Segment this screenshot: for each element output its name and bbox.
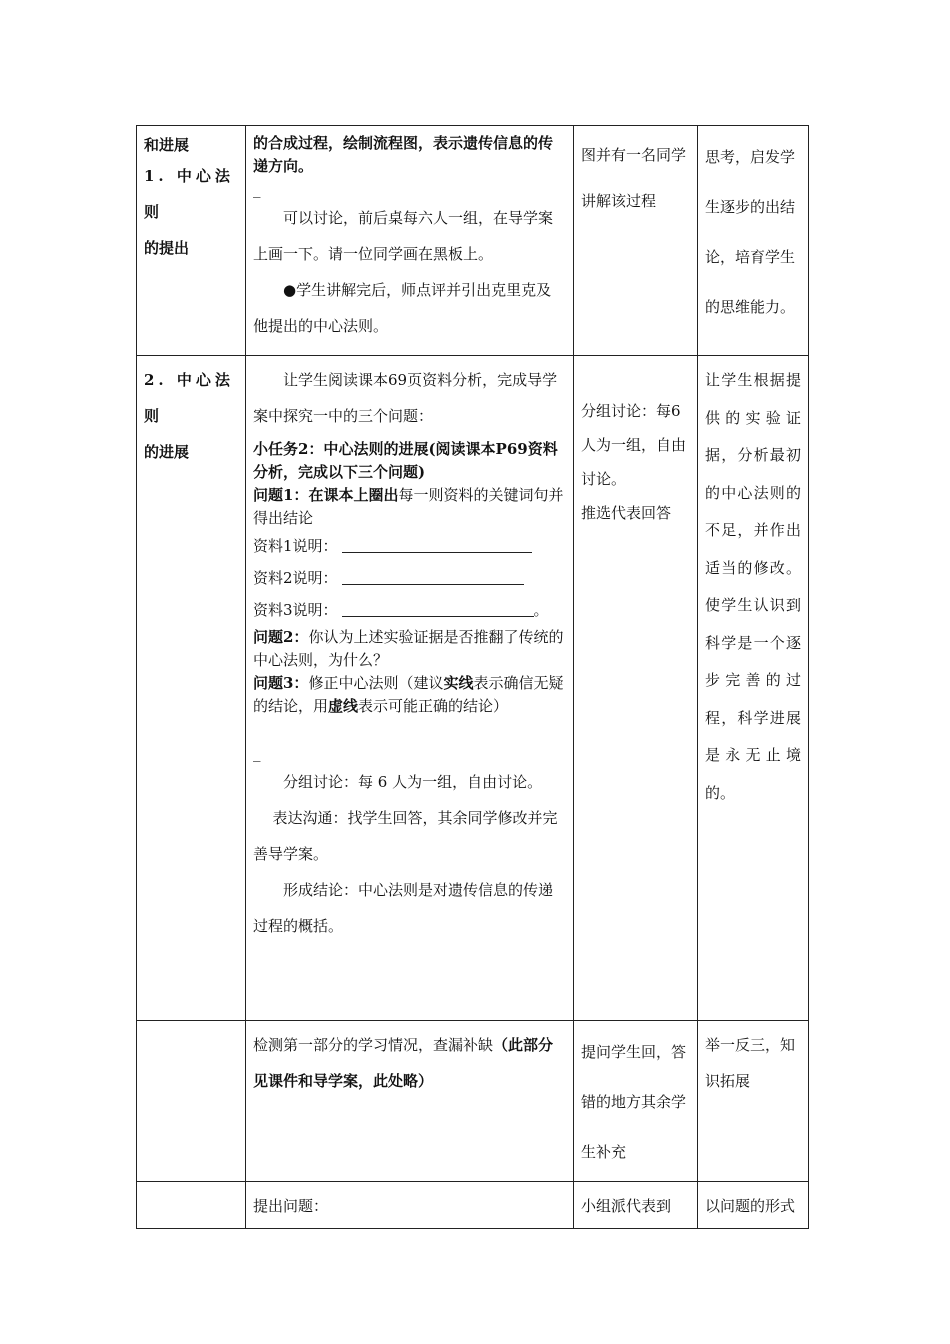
question-text: 你认为上述实验证据是否推翻了传统的中心法则，为什么？: [253, 628, 564, 669]
activity-cell: [246, 1182, 574, 1229]
activity-cell: [246, 1021, 574, 1182]
period-mark: 。: [533, 601, 549, 619]
table-row: [137, 1021, 809, 1182]
activity-paragraph: 可以讨论，前后桌每六人一组，在导学案上画一下。请一位同学画在黑板上。: [253, 209, 554, 263]
activity-cell: [246, 126, 574, 356]
question-emphasis: 实线: [443, 674, 474, 692]
activity-paragraph: ●学生讲解完后，师点评并引出克里克及他提出的中心法则。: [253, 281, 552, 335]
purpose-cell: [698, 1182, 809, 1229]
question-emphasis: 虚线: [328, 697, 359, 715]
question-text: 表示可能正确的结论）: [358, 697, 509, 715]
student-activity-text: 提问学生回，答错的地方其余学生补充: [581, 1043, 687, 1161]
question-emphasis: 在课本上圈出: [308, 486, 399, 504]
activity-cell: [246, 356, 574, 1021]
question-1: [253, 484, 566, 530]
material-label: 资料3说明：: [253, 601, 338, 619]
table-row: [137, 1182, 809, 1229]
answer-blank[interactable]: [342, 600, 534, 617]
question-label: 问题2：: [253, 628, 309, 646]
activity-paragraph: 形成结论：中心法则是对遗传信息的传递过程的概括。: [253, 881, 554, 935]
activity-paragraph: 分组讨论：每 6 人为一组，自由讨论。: [283, 773, 543, 791]
table-row: [137, 356, 809, 1021]
student-activity-cell: [574, 1021, 698, 1182]
student-activity-cell: [574, 126, 698, 356]
question-text: 修正中心法则（建议: [308, 674, 444, 692]
activity-text: 检测第一部分的学习情况，查漏补缺: [253, 1036, 494, 1054]
section-cell: [137, 1021, 246, 1182]
section-cell: [137, 1182, 246, 1229]
section-line: 2. 中心法则: [144, 371, 234, 425]
student-activity-text: 推选代表回答: [581, 504, 672, 522]
section-cell: [137, 356, 246, 1021]
material-label: 资料1说明：: [253, 537, 338, 555]
purpose-text: 思考，启发学生逐步的出结论，培育学生的思维能力。: [705, 148, 796, 316]
answer-blank[interactable]: [342, 568, 524, 585]
question-label: 问题3：: [253, 674, 309, 692]
question-label: 问题1：: [253, 486, 309, 504]
purpose-text: 让学生根据提供的实验证据，分析最初的中心法则的不足，并作出适当的修改。使学生认识到科学是一个逐步完善的过程，科学进展是永无止境的。: [705, 371, 801, 802]
student-activity-text: 分组讨论：每6人为一组，自由讨论。: [581, 402, 687, 488]
question-2: [253, 626, 566, 672]
material-line: [253, 530, 566, 562]
table-row: [137, 126, 809, 356]
material-line: [253, 562, 566, 594]
task-heading: 小任务2：中心法则的进展(阅读课本P69资料分析，完成以下三个问题): [253, 440, 558, 481]
section-line: 1. 中心法则: [144, 167, 234, 221]
activity-heading: 的合成过程，绘制流程图，表示遗传信息的传递方向。: [253, 134, 554, 175]
activity-paragraph: [253, 1027, 566, 1099]
section-line: 和进展: [144, 136, 190, 154]
lesson-plan-table: [136, 125, 809, 1229]
section-line: 的进展: [144, 443, 190, 461]
answer-blank[interactable]: [342, 536, 532, 553]
activity-paragraph: 提出问题：: [253, 1197, 329, 1215]
student-activity-text: 图并有一名同学讲解该过程: [581, 146, 687, 210]
material-label: 资料2说明：: [253, 569, 338, 587]
purpose-cell: [698, 126, 809, 356]
material-line: [253, 594, 566, 626]
dash-mark: _: [253, 744, 261, 762]
activity-paragraph: 表达沟通：找学生回答，其余同学修改并完善导学案。: [253, 809, 558, 863]
question-text: 每一则资料的关键词句并得出结论: [253, 486, 564, 527]
activity-note: （此部分见课件和导学案，此处略）: [253, 1036, 554, 1090]
question-text: 表示确信无疑的结论，用: [253, 674, 564, 715]
student-activity-cell: [574, 1182, 698, 1229]
question-3: [253, 672, 566, 718]
purpose-cell: [698, 1021, 809, 1182]
student-activity-cell: [574, 356, 698, 1021]
purpose-cell: [698, 356, 809, 1021]
section-line: 的提出: [144, 239, 190, 257]
dash-mark: _: [253, 180, 261, 198]
section-cell: [137, 126, 246, 356]
purpose-text: 以问题的形式: [705, 1197, 796, 1215]
activity-paragraph: 让学生阅读课本69页资料分析，完成导学案中探究一中的三个问题：: [253, 371, 558, 425]
purpose-text: 举一反三，知识拓展: [705, 1036, 796, 1090]
student-activity-text: 小组派代表到: [581, 1197, 672, 1215]
